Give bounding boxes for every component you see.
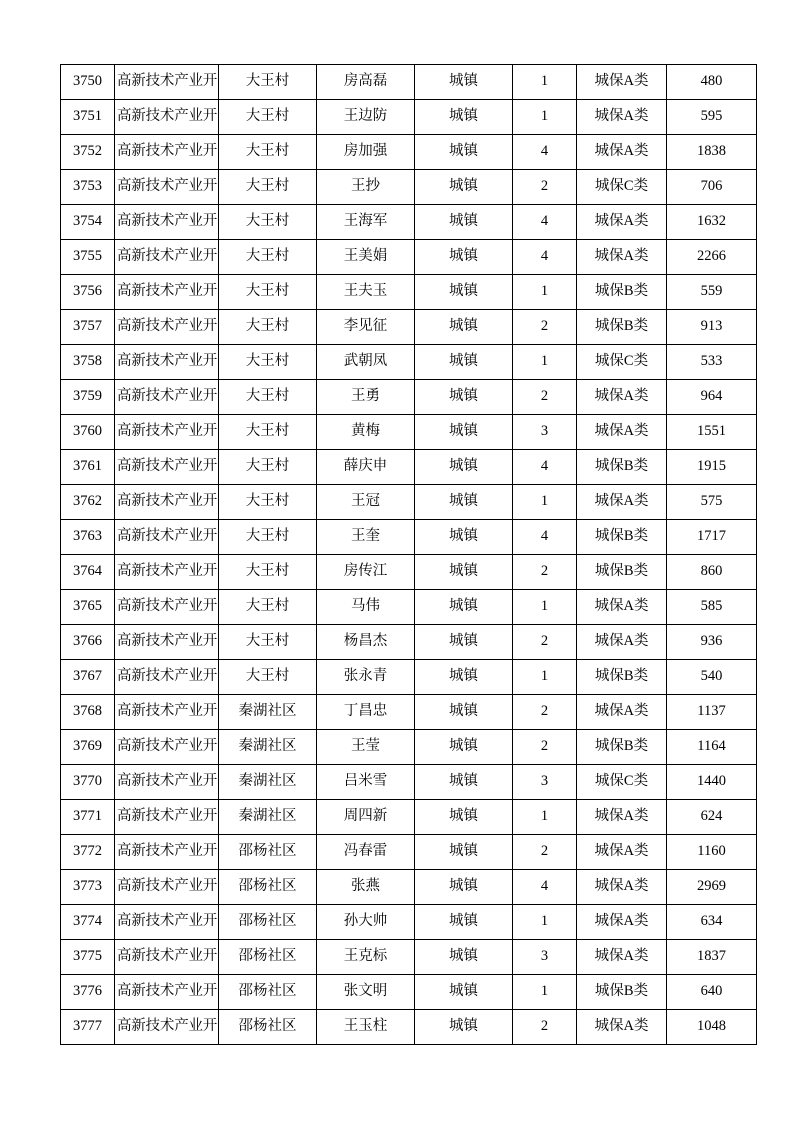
table-cell-village: 大王村 xyxy=(219,380,317,415)
table-cell-people: 2 xyxy=(513,170,577,205)
table-cell-people: 4 xyxy=(513,450,577,485)
table-cell-id: 3771 xyxy=(61,800,115,835)
table-row xyxy=(61,100,757,135)
table-cell-name: 张永青 xyxy=(317,660,415,695)
table-cell-people: 1 xyxy=(513,345,577,380)
table-cell-amount: 533 xyxy=(667,345,757,380)
table-cell-amount: 1837 xyxy=(667,940,757,975)
table-cell-id: 3776 xyxy=(61,975,115,1010)
table-cell-id: 3760 xyxy=(61,415,115,450)
table-cell-id: 3754 xyxy=(61,205,115,240)
table-cell-household-type: 城镇 xyxy=(415,555,513,590)
table-cell-name: 王边防 xyxy=(317,100,415,135)
table-cell-amount: 1440 xyxy=(667,765,757,800)
table-cell-amount: 1048 xyxy=(667,1010,757,1045)
table-cell-org: 高新技术产业开 xyxy=(115,800,219,835)
table-cell-org: 高新技术产业开 xyxy=(115,100,219,135)
table-cell-name: 丁昌忠 xyxy=(317,695,415,730)
table-cell-org: 高新技术产业开 xyxy=(115,730,219,765)
table-cell-org: 高新技术产业开 xyxy=(115,310,219,345)
table-cell-people: 1 xyxy=(513,905,577,940)
table-cell-household-type: 城镇 xyxy=(415,730,513,765)
table-cell-amount: 913 xyxy=(667,310,757,345)
table-cell-name: 冯春雷 xyxy=(317,835,415,870)
table-cell-name: 王勇 xyxy=(317,380,415,415)
table-cell-id: 3758 xyxy=(61,345,115,380)
table-cell-name: 房高磊 xyxy=(317,65,415,100)
table-cell-people: 4 xyxy=(513,205,577,240)
table-cell-village: 秦湖社区 xyxy=(219,730,317,765)
table-cell-org: 高新技术产业开 xyxy=(115,170,219,205)
table-cell-id: 3759 xyxy=(61,380,115,415)
table-cell-org: 高新技术产业开 xyxy=(115,555,219,590)
table-cell-id: 3764 xyxy=(61,555,115,590)
table-cell-category: 城保A类 xyxy=(577,695,667,730)
table-cell-village: 大王村 xyxy=(219,65,317,100)
table-cell-village: 邵杨社区 xyxy=(219,940,317,975)
table-cell-village: 秦湖社区 xyxy=(219,765,317,800)
table-cell-org: 高新技术产业开 xyxy=(115,765,219,800)
table-cell-household-type: 城镇 xyxy=(415,765,513,800)
table-row xyxy=(61,345,757,380)
table-cell-name: 房传江 xyxy=(317,555,415,590)
table-cell-org: 高新技术产业开 xyxy=(115,625,219,660)
table-cell-category: 城保A类 xyxy=(577,940,667,975)
table-row xyxy=(61,275,757,310)
table-cell-people: 2 xyxy=(513,380,577,415)
table-cell-id: 3769 xyxy=(61,730,115,765)
table-cell-people: 4 xyxy=(513,870,577,905)
table-body xyxy=(61,65,757,1045)
table-cell-village: 大王村 xyxy=(219,100,317,135)
table-cell-category: 城保B类 xyxy=(577,520,667,555)
table-cell-name: 薛庆申 xyxy=(317,450,415,485)
table-cell-name: 李见征 xyxy=(317,310,415,345)
table-cell-village: 大王村 xyxy=(219,625,317,660)
table-cell-org: 高新技术产业开 xyxy=(115,905,219,940)
table-cell-category: 城保A类 xyxy=(577,870,667,905)
table-cell-amount: 1164 xyxy=(667,730,757,765)
table-cell-id: 3770 xyxy=(61,765,115,800)
table-row xyxy=(61,485,757,520)
table-cell-id: 3765 xyxy=(61,590,115,625)
table-cell-amount: 1717 xyxy=(667,520,757,555)
table-cell-people: 1 xyxy=(513,800,577,835)
table-cell-village: 大王村 xyxy=(219,520,317,555)
table-cell-category: 城保A类 xyxy=(577,1010,667,1045)
table-cell-people: 4 xyxy=(513,240,577,275)
table-cell-people: 2 xyxy=(513,695,577,730)
table-cell-household-type: 城镇 xyxy=(415,870,513,905)
table-cell-id: 3756 xyxy=(61,275,115,310)
table-cell-name: 王克标 xyxy=(317,940,415,975)
table-cell-category: 城保A类 xyxy=(577,240,667,275)
table-cell-name: 王冠 xyxy=(317,485,415,520)
table-cell-category: 城保A类 xyxy=(577,485,667,520)
table-cell-org: 高新技术产业开 xyxy=(115,415,219,450)
table-cell-household-type: 城镇 xyxy=(415,905,513,940)
table-cell-household-type: 城镇 xyxy=(415,450,513,485)
table-cell-village: 邵杨社区 xyxy=(219,1010,317,1045)
table-cell-amount: 585 xyxy=(667,590,757,625)
table-cell-name: 房加强 xyxy=(317,135,415,170)
table-cell-village: 大王村 xyxy=(219,660,317,695)
table-cell-name: 王抄 xyxy=(317,170,415,205)
table-cell-name: 王美娟 xyxy=(317,240,415,275)
table-cell-household-type: 城镇 xyxy=(415,100,513,135)
table-row xyxy=(61,555,757,590)
table-cell-village: 秦湖社区 xyxy=(219,695,317,730)
table-cell-id: 3772 xyxy=(61,835,115,870)
table-cell-people: 3 xyxy=(513,765,577,800)
table-cell-household-type: 城镇 xyxy=(415,415,513,450)
table-cell-people: 2 xyxy=(513,310,577,345)
table-row xyxy=(61,765,757,800)
table-cell-people: 2 xyxy=(513,835,577,870)
table-cell-category: 城保B类 xyxy=(577,555,667,590)
table-cell-category: 城保A类 xyxy=(577,100,667,135)
table-cell-name: 孙大帅 xyxy=(317,905,415,940)
table-cell-id: 3751 xyxy=(61,100,115,135)
table-cell-household-type: 城镇 xyxy=(415,800,513,835)
table-cell-amount: 936 xyxy=(667,625,757,660)
table-cell-amount: 1137 xyxy=(667,695,757,730)
table-cell-village: 大王村 xyxy=(219,205,317,240)
table-cell-village: 邵杨社区 xyxy=(219,905,317,940)
table-cell-household-type: 城镇 xyxy=(415,240,513,275)
table-cell-name: 王夫玉 xyxy=(317,275,415,310)
table-cell-village: 大王村 xyxy=(219,135,317,170)
table-cell-amount: 1838 xyxy=(667,135,757,170)
table-cell-household-type: 城镇 xyxy=(415,940,513,975)
table-cell-amount: 540 xyxy=(667,660,757,695)
table-cell-id: 3763 xyxy=(61,520,115,555)
table-cell-category: 城保A类 xyxy=(577,380,667,415)
table-cell-village: 邵杨社区 xyxy=(219,835,317,870)
table-cell-org: 高新技术产业开 xyxy=(115,1010,219,1045)
table-cell-amount: 964 xyxy=(667,380,757,415)
table-cell-name: 杨昌杰 xyxy=(317,625,415,660)
table-row xyxy=(61,1010,757,1045)
table-cell-id: 3755 xyxy=(61,240,115,275)
table-cell-category: 城保C类 xyxy=(577,170,667,205)
table-cell-village: 大王村 xyxy=(219,590,317,625)
table-cell-people: 1 xyxy=(513,65,577,100)
table-cell-id: 3762 xyxy=(61,485,115,520)
table-cell-village: 大王村 xyxy=(219,485,317,520)
table-cell-amount: 706 xyxy=(667,170,757,205)
table-cell-household-type: 城镇 xyxy=(415,660,513,695)
table-cell-name: 马伟 xyxy=(317,590,415,625)
table-cell-amount: 2266 xyxy=(667,240,757,275)
table-cell-category: 城保A类 xyxy=(577,590,667,625)
table-cell-category: 城保B类 xyxy=(577,450,667,485)
table-cell-amount: 595 xyxy=(667,100,757,135)
table-cell-category: 城保B类 xyxy=(577,730,667,765)
table-cell-id: 3768 xyxy=(61,695,115,730)
table-cell-people: 1 xyxy=(513,975,577,1010)
table-cell-people: 4 xyxy=(513,520,577,555)
table-cell-people: 1 xyxy=(513,100,577,135)
table-row xyxy=(61,450,757,485)
table-cell-amount: 1915 xyxy=(667,450,757,485)
table-cell-category: 城保B类 xyxy=(577,975,667,1010)
table-cell-name: 王海军 xyxy=(317,205,415,240)
table-cell-amount: 1632 xyxy=(667,205,757,240)
table-row xyxy=(61,695,757,730)
table-cell-household-type: 城镇 xyxy=(415,835,513,870)
table-cell-household-type: 城镇 xyxy=(415,275,513,310)
table-cell-org: 高新技术产业开 xyxy=(115,940,219,975)
table-cell-village: 大王村 xyxy=(219,240,317,275)
table-cell-id: 3752 xyxy=(61,135,115,170)
table-row xyxy=(61,520,757,555)
table-cell-org: 高新技术产业开 xyxy=(115,205,219,240)
table-row xyxy=(61,310,757,345)
table-cell-org: 高新技术产业开 xyxy=(115,590,219,625)
table-cell-people: 3 xyxy=(513,415,577,450)
table-cell-village: 大王村 xyxy=(219,345,317,380)
table-row xyxy=(61,240,757,275)
table-row xyxy=(61,940,757,975)
table-cell-org: 高新技术产业开 xyxy=(115,835,219,870)
table-cell-org: 高新技术产业开 xyxy=(115,380,219,415)
table-cell-category: 城保C类 xyxy=(577,345,667,380)
table-cell-village: 秦湖社区 xyxy=(219,800,317,835)
table-row xyxy=(61,975,757,1010)
table-row xyxy=(61,730,757,765)
table-cell-people: 2 xyxy=(513,730,577,765)
table-cell-category: 城保A类 xyxy=(577,205,667,240)
table-row xyxy=(61,660,757,695)
table-cell-household-type: 城镇 xyxy=(415,1010,513,1045)
table-cell-org: 高新技术产业开 xyxy=(115,135,219,170)
table-cell-household-type: 城镇 xyxy=(415,380,513,415)
table-cell-category: 城保B类 xyxy=(577,660,667,695)
table-cell-village: 大王村 xyxy=(219,170,317,205)
table-cell-id: 3767 xyxy=(61,660,115,695)
table-row xyxy=(61,800,757,835)
table-row xyxy=(61,905,757,940)
table-cell-org: 高新技术产业开 xyxy=(115,870,219,905)
table-cell-people: 4 xyxy=(513,135,577,170)
table-cell-household-type: 城镇 xyxy=(415,135,513,170)
table-cell-household-type: 城镇 xyxy=(415,205,513,240)
table-row xyxy=(61,170,757,205)
table-cell-name: 王莹 xyxy=(317,730,415,765)
table-cell-amount: 480 xyxy=(667,65,757,100)
table-cell-household-type: 城镇 xyxy=(415,975,513,1010)
table-cell-people: 2 xyxy=(513,555,577,590)
table-cell-name: 王玉柱 xyxy=(317,1010,415,1045)
table-row xyxy=(61,835,757,870)
table-cell-village: 大王村 xyxy=(219,450,317,485)
table-row xyxy=(61,380,757,415)
table-cell-org: 高新技术产业开 xyxy=(115,65,219,100)
table-row xyxy=(61,65,757,100)
table-cell-id: 3750 xyxy=(61,65,115,100)
table-cell-household-type: 城镇 xyxy=(415,170,513,205)
table-cell-village: 大王村 xyxy=(219,310,317,345)
table-cell-id: 3777 xyxy=(61,1010,115,1045)
table-cell-household-type: 城镇 xyxy=(415,485,513,520)
table-cell-org: 高新技术产业开 xyxy=(115,695,219,730)
table-row xyxy=(61,870,757,905)
table-cell-household-type: 城镇 xyxy=(415,65,513,100)
table-row xyxy=(61,135,757,170)
table-cell-category: 城保A类 xyxy=(577,135,667,170)
table-cell-id: 3761 xyxy=(61,450,115,485)
table-row xyxy=(61,205,757,240)
table-cell-org: 高新技术产业开 xyxy=(115,975,219,1010)
table-cell-household-type: 城镇 xyxy=(415,310,513,345)
table-cell-category: 城保C类 xyxy=(577,765,667,800)
table-cell-category: 城保B类 xyxy=(577,275,667,310)
table-row xyxy=(61,625,757,660)
table-cell-name: 张燕 xyxy=(317,870,415,905)
table-cell-org: 高新技术产业开 xyxy=(115,660,219,695)
table-cell-org: 高新技术产业开 xyxy=(115,520,219,555)
table-cell-amount: 1160 xyxy=(667,835,757,870)
table-cell-name: 吕米雪 xyxy=(317,765,415,800)
table-cell-org: 高新技术产业开 xyxy=(115,240,219,275)
table-cell-id: 3773 xyxy=(61,870,115,905)
table-cell-people: 1 xyxy=(513,590,577,625)
table-cell-village: 邵杨社区 xyxy=(219,975,317,1010)
table-cell-household-type: 城镇 xyxy=(415,520,513,555)
table-cell-org: 高新技术产业开 xyxy=(115,450,219,485)
table-cell-name: 张文明 xyxy=(317,975,415,1010)
table-cell-household-type: 城镇 xyxy=(415,590,513,625)
table-row xyxy=(61,415,757,450)
table-cell-amount: 860 xyxy=(667,555,757,590)
table-cell-category: 城保A类 xyxy=(577,415,667,450)
table-cell-amount: 634 xyxy=(667,905,757,940)
table-cell-household-type: 城镇 xyxy=(415,695,513,730)
table-cell-category: 城保A类 xyxy=(577,625,667,660)
table-cell-village: 大王村 xyxy=(219,555,317,590)
table-cell-name: 周四新 xyxy=(317,800,415,835)
table-cell-village: 大王村 xyxy=(219,275,317,310)
table-cell-amount: 2969 xyxy=(667,870,757,905)
table-cell-category: 城保A类 xyxy=(577,905,667,940)
table-cell-name: 王奎 xyxy=(317,520,415,555)
table-cell-name: 武朝凤 xyxy=(317,345,415,380)
table-cell-category: 城保A类 xyxy=(577,800,667,835)
table-cell-amount: 624 xyxy=(667,800,757,835)
table-cell-village: 大王村 xyxy=(219,415,317,450)
table-cell-id: 3757 xyxy=(61,310,115,345)
table-cell-org: 高新技术产业开 xyxy=(115,345,219,380)
table-cell-people: 2 xyxy=(513,1010,577,1045)
table-cell-category: 城保A类 xyxy=(577,835,667,870)
table-cell-amount: 575 xyxy=(667,485,757,520)
table-cell-category: 城保B类 xyxy=(577,310,667,345)
table-cell-people: 1 xyxy=(513,660,577,695)
table-cell-name: 黄梅 xyxy=(317,415,415,450)
table-cell-people: 1 xyxy=(513,275,577,310)
table-cell-id: 3766 xyxy=(61,625,115,660)
table-cell-id: 3775 xyxy=(61,940,115,975)
table-cell-amount: 1551 xyxy=(667,415,757,450)
table-cell-household-type: 城镇 xyxy=(415,625,513,660)
table-cell-amount: 640 xyxy=(667,975,757,1010)
table-cell-people: 2 xyxy=(513,625,577,660)
table-cell-id: 3774 xyxy=(61,905,115,940)
table-cell-village: 邵杨社区 xyxy=(219,870,317,905)
table-cell-org: 高新技术产业开 xyxy=(115,275,219,310)
table-cell-people: 1 xyxy=(513,485,577,520)
table-cell-id: 3753 xyxy=(61,170,115,205)
subsidy-table xyxy=(60,64,757,1045)
table-cell-category: 城保A类 xyxy=(577,65,667,100)
table-cell-amount: 559 xyxy=(667,275,757,310)
table-cell-people: 3 xyxy=(513,940,577,975)
table-row xyxy=(61,590,757,625)
table-cell-household-type: 城镇 xyxy=(415,345,513,380)
table-cell-org: 高新技术产业开 xyxy=(115,485,219,520)
